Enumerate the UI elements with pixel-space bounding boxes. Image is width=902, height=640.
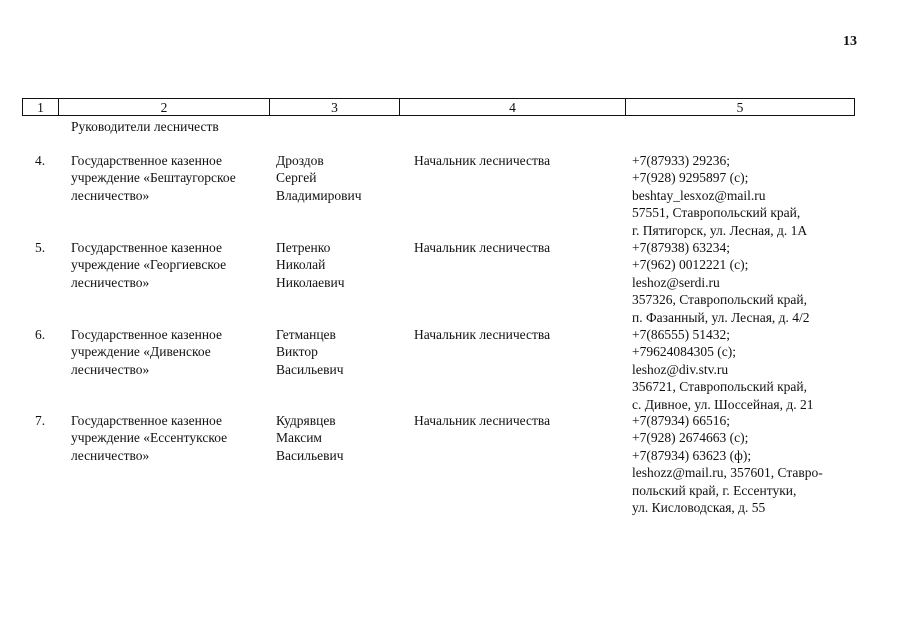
organization: Государственное казенное учреждение «Бештаугорское лесничество» <box>71 153 236 203</box>
column-number-4: 4 <box>400 99 626 116</box>
row-number: 7. <box>35 413 46 428</box>
contacts: +7(87934) 66516; +7(928) 2674663 (с); +7(87934) 63623 (ф); leshozz@mail.ru, 357601, Ставро- польский край, г. Ессентуки, ул. Кисловодская, д. 55 <box>632 413 823 516</box>
column-number-3: 3 <box>270 99 400 116</box>
section-title: Руководители лесничеств <box>71 119 219 134</box>
person-name: Гетманцев Виктор Васильевич <box>276 327 344 377</box>
column-number-2: 2 <box>59 99 270 116</box>
contacts: +7(87938) 63234; +7(962) 0012221 (с); leshoz@serdi.ru 357326, Ставропольский край, п. Фазанный, ул. Лесная, д. 4/2 <box>632 240 810 325</box>
row-number: 5. <box>35 240 46 255</box>
position: Начальник лесничества <box>414 413 551 428</box>
contacts: +7(86555) 51432; +79624084305 (с); leshoz@div.stv.ru 356721, Ставропольский край, с. Дивное, ул. Шоссейная, д. 21 <box>632 327 814 412</box>
position: Начальник лесничества <box>414 153 551 168</box>
organization: Государственное казенное учреждение «Дивенское лесничество» <box>71 327 222 377</box>
column-number-5: 5 <box>626 99 855 116</box>
row-number: 6. <box>35 327 46 342</box>
page-number: 13 <box>843 34 857 49</box>
position: Начальник лесничества <box>414 327 551 342</box>
column-number-header <box>22 98 855 116</box>
organization: Государственное казенное учреждение «Георгиевское лесничество» <box>71 240 227 290</box>
contacts: +7(87933) 29236; +7(928) 9295897 (с); beshtay_lesxoz@mail.ru 57551, Ставропольский край, г. Пятигорск, ул. Лесная, д. 1А <box>632 153 808 238</box>
person-name: Дроздов Сергей Владимирович <box>276 153 362 203</box>
row-number: 4. <box>35 153 46 168</box>
person-name: Кудрявцев Максим Васильевич <box>276 413 344 463</box>
column-number-1: 1 <box>23 99 59 116</box>
position: Начальник лесничества <box>414 240 551 255</box>
organization: Государственное казенное учреждение «Ессентукское лесничество» <box>71 413 228 463</box>
person-name: Петренко Николай Николаевич <box>276 240 345 290</box>
